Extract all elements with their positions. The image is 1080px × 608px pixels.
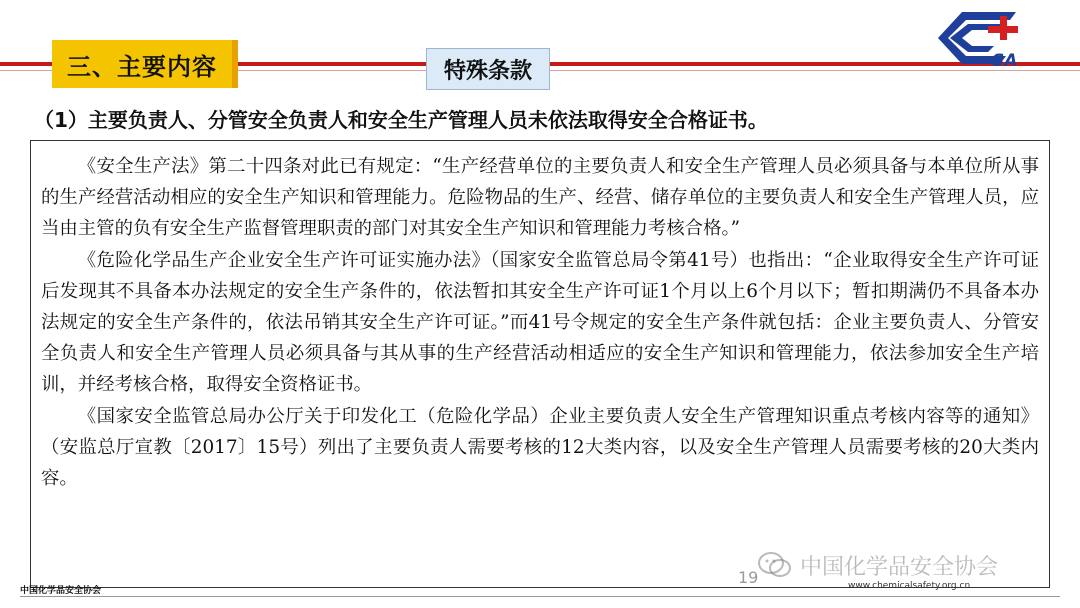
content-box xyxy=(30,140,1050,588)
website-url: www.chemicalsafety.org.cn xyxy=(848,581,971,591)
paragraph-2: 《危险化学品生产企业安全生产许可证实施办法》（国家安全监管总局令第41号）也指出：“企业取得安全生产许可证后发现其不具备本办法规定的安全生产条件的，依法暂扣其安全生产许可证1个月以上6个月以下；暂扣期满仍不具备本办法规定的安全生产条件的，依法吊销其安全生产许可证。”而41号令规定的安全生产条件就包括：企业主要负责人、分管安全负责人和安全生产管理人员必须具备与其从事的生产经营活动相适应的安全生产知识和管理能力，依法参加安全生产培训，并经考核合格，取得安全资格证书。 xyxy=(41,249,1039,396)
section-title: 三、主要内容 xyxy=(52,40,238,88)
page-number: 19 xyxy=(738,568,759,587)
wechat-icon xyxy=(758,551,792,579)
footer-org-name: 中国化学品安全协会 xyxy=(20,586,102,596)
csa-logo xyxy=(918,6,1038,70)
subheading: （1）主要负责人、分管安全负责人和安全生产管理人员未依法取得安全合格证书。 xyxy=(34,108,768,132)
watermark-text: 中国化学品安全协会 xyxy=(800,554,999,580)
wechat-watermark xyxy=(758,549,998,581)
footer-divider xyxy=(20,596,1060,597)
paragraph-3: 《国家安全监管总局办公厅关于印发化工（危险化学品）企业主要负责人安全生产管理知识重点考核内容等的通知》（安监总厅宣教〔2017〕15号）列出了主要负责人需要考核的12大类内容，以及安全生产管理人员需要考核的20大类内容。 xyxy=(41,405,1039,490)
clause-tag: 特殊条款 xyxy=(426,48,550,90)
logo-text: SA xyxy=(992,51,1018,70)
paragraph-1: 《安全生产法》第二十四条对此已有规定：“生产经营单位的主要负责人和安全生产管理人员必须具备与本单位所从事的生产经营活动相应的安全生产知识和管理能力。危险物品的生产、经营、储存单位的主要负责人和安全生产管理人员，应当由主管的负有安全生产监督管理职责的部门对其安全生产知识和管理能力考核合格。” xyxy=(41,156,1039,240)
